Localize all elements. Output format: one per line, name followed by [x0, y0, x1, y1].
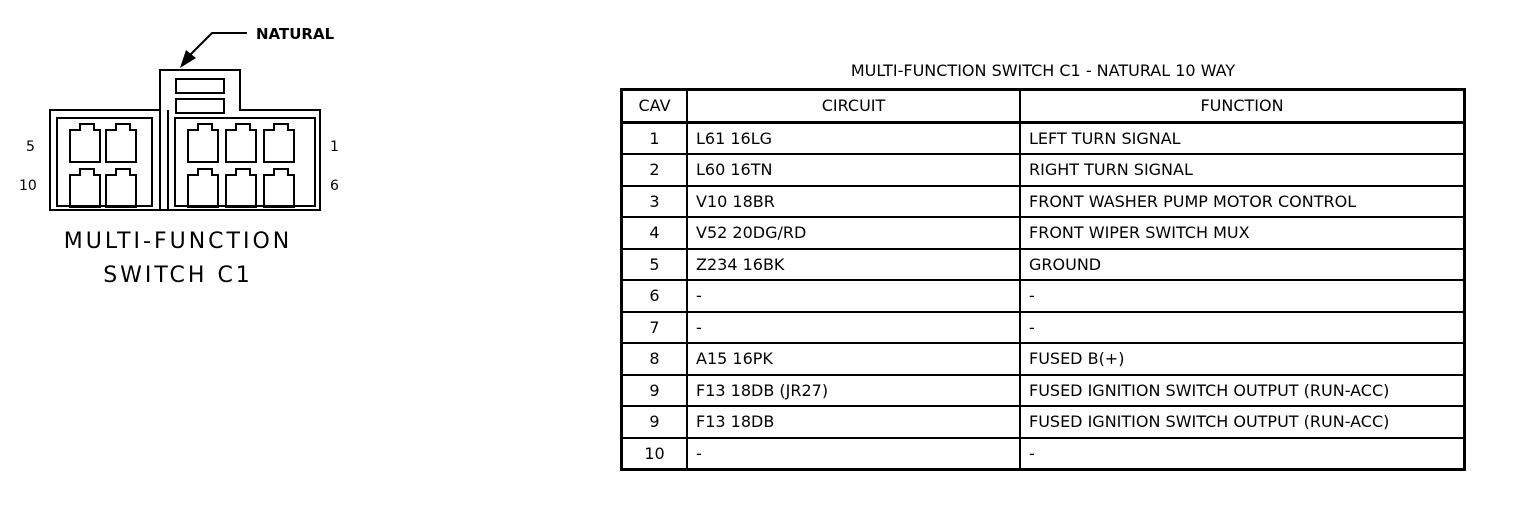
cell-circuit: V10 18BR [687, 186, 1020, 218]
table-row [622, 154, 1465, 186]
table-row [622, 122, 1465, 154]
cell-function: RIGHT TURN SIGNAL [1020, 154, 1465, 186]
cell-function: - [1020, 438, 1465, 470]
cell-cav: 9 [622, 375, 688, 407]
cavity-group-left [70, 124, 136, 207]
cell-function: FUSED IGNITION SWITCH OUTPUT (RUN-ACC) [1020, 375, 1465, 407]
cell-circuit: A15 16PK [687, 343, 1020, 375]
cavity-group-right [188, 124, 294, 207]
connector-title-line2: SWITCH C1 [103, 263, 253, 288]
table-row [622, 375, 1465, 407]
header-circuit: CIRCUIT [687, 90, 1020, 123]
cell-function: FUSED IGNITION SWITCH OUTPUT (RUN-ACC) [1020, 406, 1465, 438]
pin-label-1: 1 [330, 139, 339, 155]
connector-housing [50, 70, 320, 210]
connector-title-line1: MULTI-FUNCTION [63, 229, 293, 254]
connector-diagram [0, 0, 600, 514]
table-row [622, 217, 1465, 249]
pinout-table [620, 88, 1466, 471]
cell-function: GROUND [1020, 249, 1465, 281]
natural-label: NATURAL [256, 25, 335, 43]
pin-label-5: 5 [26, 139, 35, 155]
cell-circuit: - [687, 280, 1020, 312]
cell-circuit: - [687, 438, 1020, 470]
cell-cav: 6 [622, 280, 688, 312]
cell-cav: 9 [622, 406, 688, 438]
cell-circuit: L60 16TN [687, 154, 1020, 186]
cell-cav: 5 [622, 249, 688, 281]
cell-circuit: L61 16LG [687, 122, 1020, 154]
table-row [622, 249, 1465, 281]
table-header-row [622, 90, 1465, 123]
cell-cav: 7 [622, 312, 688, 344]
table-title: MULTI-FUNCTION SWITCH C1 - NATURAL 10 WAY [850, 61, 1236, 80]
latch-slot-top [176, 79, 224, 93]
table-row [622, 438, 1465, 470]
cell-cav: 3 [622, 186, 688, 218]
cell-circuit: V52 20DG/RD [687, 217, 1020, 249]
table-row [622, 280, 1465, 312]
cell-circuit: F13 18DB [687, 406, 1020, 438]
pin-label-6: 6 [330, 178, 339, 194]
cell-function: FUSED B(+) [1020, 343, 1465, 375]
cell-function: FRONT WASHER PUMP MOTOR CONTROL [1020, 186, 1465, 218]
cell-function: - [1020, 312, 1465, 344]
table-row [622, 406, 1465, 438]
cell-circuit: Z234 16BK [687, 249, 1020, 281]
cell-cav: 2 [622, 154, 688, 186]
cell-function: FRONT WIPER SWITCH MUX [1020, 217, 1465, 249]
cell-function: LEFT TURN SIGNAL [1020, 122, 1465, 154]
latch-slot-bottom [176, 99, 224, 113]
cell-circuit: F13 18DB (JR27) [687, 375, 1020, 407]
cell-cav: 10 [622, 438, 688, 470]
cell-function: - [1020, 280, 1465, 312]
header-cav: CAV [622, 90, 688, 123]
pin-label-10: 10 [19, 178, 37, 194]
leader-line [190, 33, 247, 55]
header-function: FUNCTION [1020, 90, 1465, 123]
table-row [622, 343, 1465, 375]
cell-cav: 4 [622, 217, 688, 249]
cell-cav: 8 [622, 343, 688, 375]
table-row [622, 186, 1465, 218]
cell-circuit: - [687, 312, 1020, 344]
table-row [622, 312, 1465, 344]
cell-cav: 1 [622, 122, 688, 154]
